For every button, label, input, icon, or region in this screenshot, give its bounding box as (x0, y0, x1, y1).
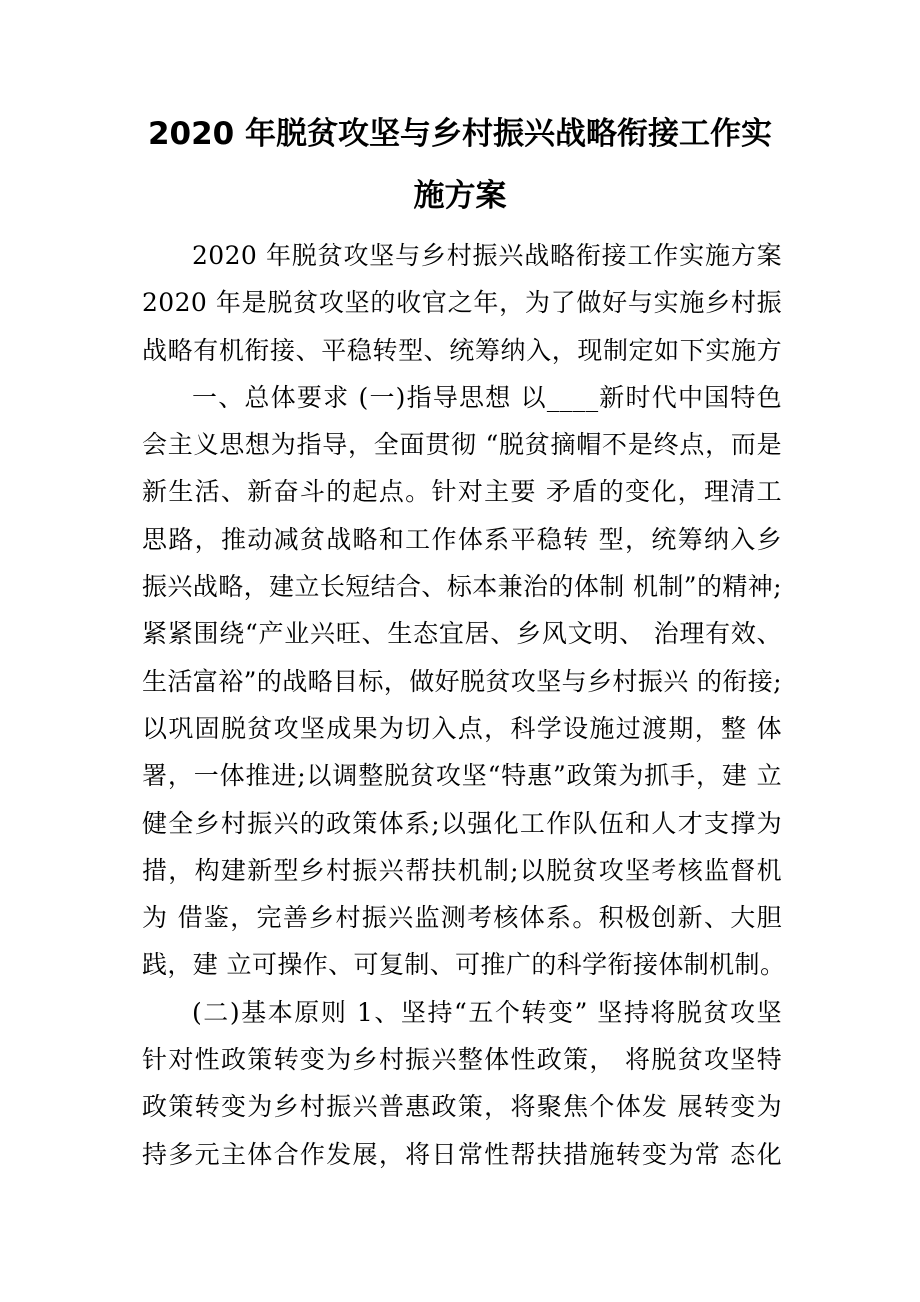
body-line: 健全乡村振兴的政策体系;以强化工作队伍和人才支撑为 (142, 808, 782, 838)
document-body (142, 232, 786, 1178)
body-line: 一、总体要求 (一)指导思想 以____新时代中国特色 (192, 382, 782, 412)
body-line: 政策转变为乡村振兴普惠政策，将聚焦个体发 展转变为 (142, 1092, 782, 1122)
document-title-line-1: 2020 年脱贫攻坚与乡村振兴战略衔接工作实 (147, 116, 773, 152)
body-line: 思路，推动减贫战略和工作体系平稳转 型，统筹纳入乡 (142, 524, 782, 554)
body-line: 战略有机衔接、平稳转型、统筹纳入，现制定如下实施方 (142, 335, 782, 365)
body-line: 振兴战略，建立长短结合、标本兼治的体制 机制”的精神; (142, 572, 782, 602)
body-line: 持多元主体合作发展，将日常性帮扶措施转变为常 态化 (142, 1139, 782, 1169)
body-line: 新生活、新奋斗的起点。针对主要 矛盾的变化，理清工 (142, 477, 782, 507)
body-line: 生活富裕”的战略目标，做好脱贫攻坚与乡村振兴 的衔接; (142, 666, 782, 696)
body-line: 为 借鉴，完善乡村振兴监测考核体系。积极创新、大胆 (142, 903, 782, 933)
body-line: 2020 年脱贫攻坚与乡村振兴战略衔接工作实施方案 (192, 241, 782, 270)
body-line: 措，构建新型乡村振兴帮扶机制;以脱贫攻坚考核监督机 (142, 855, 782, 885)
body-line: 2020 年是脱贫攻坚的收官之年，为了做好与实施乡村振 (142, 288, 782, 318)
body-line: 署，一体推进;以调整脱贫攻坚“特惠”政策为抓手，建 立 (142, 761, 782, 791)
document-title-line-2: 施方案 (413, 178, 507, 214)
body-line: 践，建 立可操作、可复制、可推广的科学衔接体制机制。 (142, 950, 786, 980)
body-line: 针对性政策转变为乡村振兴整体性政策， 将脱贫攻坚特 (142, 1045, 782, 1075)
body-line: (二)基本原则 1、坚持“五个转变” 坚持将脱贫攻坚 (192, 997, 782, 1027)
body-line: 以巩固脱贫攻坚成果为切入点，科学设施过渡期，整 体 (142, 713, 782, 743)
body-line: 会主义思想为指导，全面贯彻 “脱贫摘帽不是终点，而是 (142, 430, 782, 460)
body-line: 紧紧围绕“产业兴旺、生态宜居、乡风文明、 治理有效、 (142, 619, 782, 649)
